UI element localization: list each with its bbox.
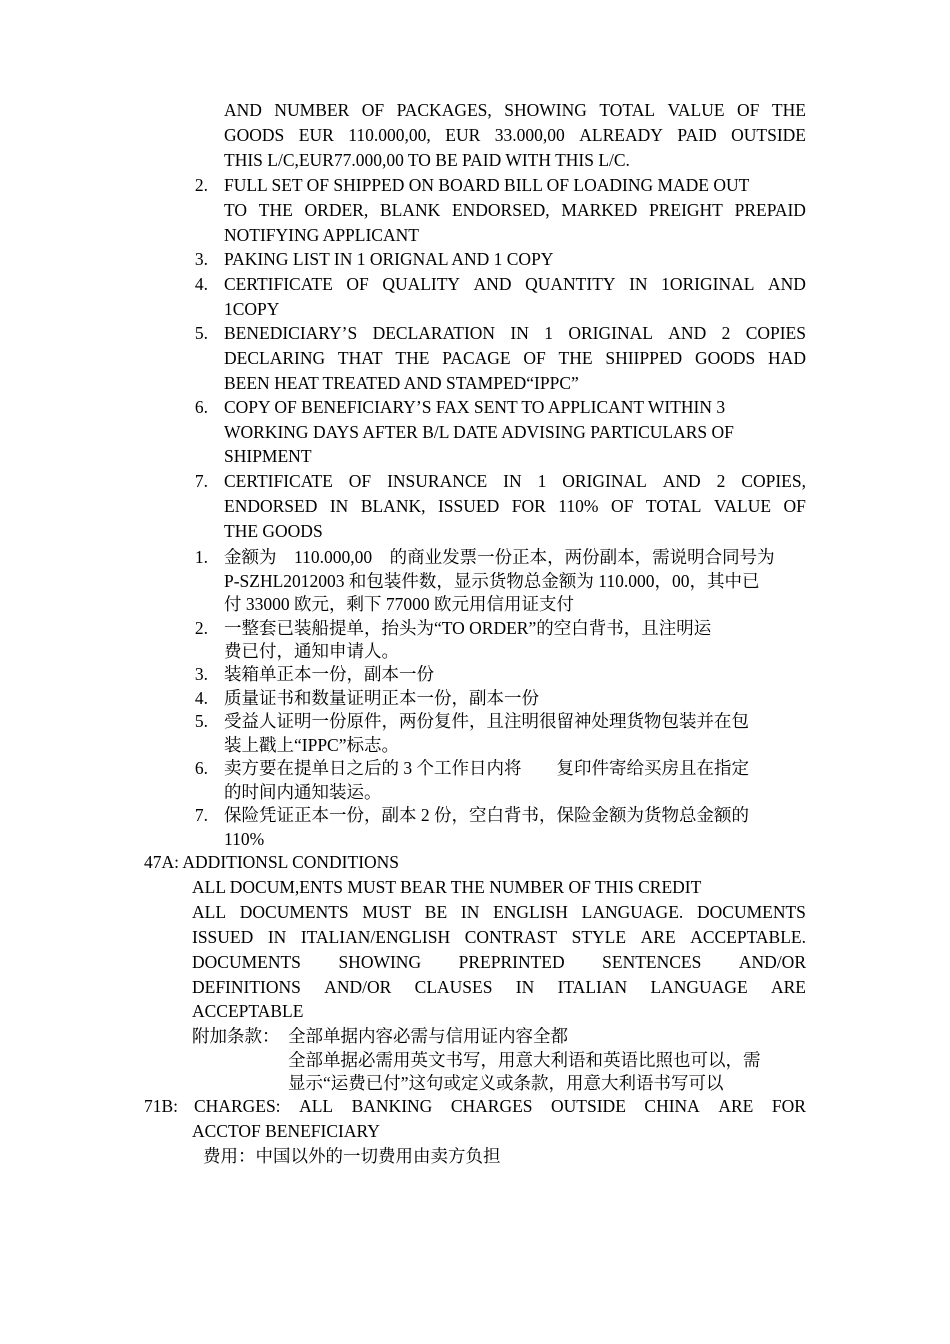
list-number: 5. xyxy=(194,711,208,731)
text-line: 全部单据必需用英文书写，用意大利语和英语比照也可以，需 xyxy=(288,1050,761,1070)
list-number: 7. xyxy=(194,471,208,491)
word: AND/OR xyxy=(324,977,392,997)
word: OUTSIDE xyxy=(731,125,806,145)
word: 1 xyxy=(537,471,547,491)
word: DECLARING xyxy=(224,348,326,368)
word: 1ORIGINAL xyxy=(661,274,755,294)
text-line xyxy=(224,123,806,147)
word: IN xyxy=(503,471,522,491)
text-line: 卖方要在提单日之后的 3 个工作日内将 复印件寄给买房且在指定 xyxy=(224,758,749,778)
word: TO xyxy=(224,200,248,220)
word: AND/OR xyxy=(738,952,806,972)
field-heading: 47A: ADDITIONSL CONDITIONS xyxy=(144,852,400,872)
text-line: 装箱单正本一份，副本一份 xyxy=(224,664,434,684)
word: VALUE xyxy=(667,100,725,120)
word: ITALIAN/ENGLISH xyxy=(300,927,451,947)
text-line: PAKING LIST IN 1 ORIGNAL AND 1 COPY xyxy=(224,249,554,269)
word: BLANK xyxy=(379,200,441,220)
word: DOCUMENTS xyxy=(697,902,806,922)
list-number: 5. xyxy=(194,323,208,343)
word: FOR xyxy=(511,496,546,516)
word: SHIIPPED xyxy=(605,348,683,368)
word: PAID xyxy=(677,125,717,145)
word: MUST xyxy=(362,902,412,922)
text-line xyxy=(194,1094,806,1118)
text-line: 费已付，通知申请人。 xyxy=(224,641,399,661)
word: PREPAID xyxy=(734,200,806,220)
word: OF xyxy=(348,471,372,491)
text-line: P-SZHL2012003 和包装件数，显示货物总金额为 110.000，00，其中已 xyxy=(224,571,760,591)
list-number: 2. xyxy=(194,618,208,638)
word: IN xyxy=(329,496,349,516)
text-line: 一整套已装船提单，抬头为“TO ORDER”的空白背书，且注明运 xyxy=(224,618,712,638)
word: CONTRAST xyxy=(464,927,558,947)
text-line: NOTIFYING APPLICANT xyxy=(224,225,419,245)
word: IN xyxy=(510,323,529,343)
text-line: 1COPY xyxy=(224,299,280,319)
text-line xyxy=(224,321,806,345)
word: DECLARATION xyxy=(372,323,496,343)
list-number: 6. xyxy=(194,758,208,778)
word: CHARGES: xyxy=(194,1096,281,1116)
word: ENDORSED xyxy=(224,496,318,516)
word: ORDER, xyxy=(304,200,369,220)
word: ARE xyxy=(640,927,676,947)
word: THE xyxy=(771,100,806,120)
word: THE xyxy=(258,200,293,220)
word: GOODS xyxy=(694,348,756,368)
text-line: ALL DOCUM,ENTS MUST BEAR THE NUMBER OF THIS CREDIT xyxy=(192,877,702,897)
word: GOODS xyxy=(224,125,285,145)
text-line: THIS L/C,EUR77.000,00 TO BE PAID WITH THIS L/C. xyxy=(224,150,630,170)
word: IN xyxy=(629,274,648,294)
word: EUR xyxy=(445,125,481,145)
text-line xyxy=(192,925,806,949)
word: CERTIFICATE xyxy=(224,471,333,491)
word: OF xyxy=(346,274,369,294)
word: AND xyxy=(224,100,262,120)
word: PACAGE xyxy=(442,348,511,368)
text-line: 受益人证明一份原件，两份复件，且注明很留神处理货物包装并在包 xyxy=(224,711,749,731)
word: CHARGES xyxy=(450,1096,533,1116)
list-number: 3. xyxy=(194,249,208,269)
word: MARKED xyxy=(561,200,638,220)
word: AND xyxy=(668,323,707,343)
word: 110% xyxy=(558,496,599,516)
text-line: 110% xyxy=(224,829,265,849)
text-line: SHIPMENT xyxy=(224,446,312,466)
word: THE xyxy=(395,348,430,368)
word: BE xyxy=(424,902,448,922)
word: ENGLISH xyxy=(493,902,568,922)
word: STYLE xyxy=(571,927,627,947)
word: 1 xyxy=(544,323,553,343)
text-line: 全部单据内容必需与信用证内容全都 xyxy=(288,1026,568,1046)
text-line: FULL SET OF SHIPPED ON BOARD BILL OF LOADING MADE OUT xyxy=(224,175,750,195)
word: CERTIFICATE xyxy=(224,274,333,294)
word: PREPRINTED xyxy=(458,952,565,972)
text-line: 付 33000 欧元，剩下 77000 欧元用信用证支付 xyxy=(224,594,574,614)
word: QUALITY xyxy=(382,274,461,294)
word: ARE xyxy=(771,977,806,997)
list-number: 7. xyxy=(194,805,208,825)
word: 2 xyxy=(716,471,726,491)
word: OF xyxy=(610,496,634,516)
text-line: 质量证书和数量证明正本一份，副本一份 xyxy=(224,688,539,708)
word: INSURANCE xyxy=(387,471,488,491)
word: TOTAL xyxy=(599,100,656,120)
list-number: 2. xyxy=(194,175,208,195)
word: PACKAGES, xyxy=(396,100,492,120)
text-line: 保险凭证正本一份，副本 2 份，空白背书，保险金额为货物总金额的 xyxy=(224,805,749,825)
word: ARE xyxy=(718,1096,754,1116)
text-line: 显示“运费已付”这句或定义或条款，用意大利语书写可以 xyxy=(288,1073,724,1093)
word: 110.000,00, xyxy=(348,125,431,145)
word: ISSUED xyxy=(192,927,254,947)
text-line: 的时间内通知装运。 xyxy=(224,782,382,802)
word: AND xyxy=(662,471,701,491)
word: BENEDICIARY’S xyxy=(224,323,358,343)
word: 2 xyxy=(721,323,731,343)
word: DEFINITIONS xyxy=(192,977,301,997)
word: OF xyxy=(523,348,546,368)
word: COPIES xyxy=(745,323,806,343)
word: EUR xyxy=(298,125,334,145)
text-line: THE GOODS xyxy=(224,521,323,541)
field-heading: 71B: xyxy=(144,1096,179,1116)
text-line xyxy=(224,198,806,222)
word: OF xyxy=(783,496,806,516)
word: SENTENCES xyxy=(602,952,702,972)
word: ORIGINAL xyxy=(568,323,653,343)
text-line: ACCTOF BENEFICIARY xyxy=(192,1121,380,1141)
list-number: 6. xyxy=(194,397,208,417)
word: IN xyxy=(267,927,287,947)
word: ALL xyxy=(192,902,227,922)
word: QUANTITY xyxy=(525,274,616,294)
text-line xyxy=(192,900,806,924)
word: SHOWING xyxy=(338,952,422,972)
word: VALUE xyxy=(713,496,772,516)
word: ORIGINAL xyxy=(562,471,647,491)
list-number: 4. xyxy=(194,274,208,294)
word: IN xyxy=(460,902,480,922)
text-line: 装上戳上“IPPC”标志。 xyxy=(224,735,399,755)
word: 33.000,00 xyxy=(494,125,565,145)
word: PREIGHT xyxy=(648,200,723,220)
text-line xyxy=(224,494,806,518)
word: SHOWING xyxy=(504,100,587,120)
word: ENDORSED, xyxy=(451,200,550,220)
word: DOCUMENTS xyxy=(239,902,349,922)
word: THAT xyxy=(337,348,383,368)
word: BLANK, xyxy=(360,496,426,516)
word: ISSUED xyxy=(437,496,500,516)
word: BANKING xyxy=(351,1096,433,1116)
text-line: ACCEPTABLE xyxy=(192,1001,304,1021)
word: LANGUAGE xyxy=(650,977,748,997)
word: TOTAL xyxy=(645,496,702,516)
text-line xyxy=(224,98,806,122)
text-line: BEEN HEAT TREATED AND STAMPED“IPPC” xyxy=(224,373,579,393)
word: CLAUSES xyxy=(414,977,493,997)
text-line: COPY OF BENEFICIARY’S FAX SENT TO APPLICANT WITHIN 3 xyxy=(224,397,726,417)
text-line: 费用：中国以外的一切费用由卖方负担 xyxy=(203,1146,501,1166)
word: AND xyxy=(473,274,512,294)
word: CHINA xyxy=(644,1096,700,1116)
word: ACCEPTABLE. xyxy=(690,927,806,947)
cn-label: 附加条款： xyxy=(192,1026,280,1046)
word: THE xyxy=(558,348,593,368)
word: LANGUAGE. xyxy=(581,902,684,922)
word: HAD xyxy=(768,348,806,368)
word: COPIES, xyxy=(741,471,806,491)
word: AND xyxy=(768,274,806,294)
word: IN xyxy=(515,977,535,997)
word: DOCUMENTS xyxy=(192,952,301,972)
text-line: 金额为 110.000,00 的商业发票一份正本，两份副本，需说明合同号为 xyxy=(224,547,775,567)
text-line: WORKING DAYS AFTER B/L DATE ADVISING PARTICULARS OF xyxy=(224,422,734,442)
word: OF xyxy=(361,100,385,120)
word: NUMBER xyxy=(274,100,350,120)
word: ALL xyxy=(299,1096,334,1116)
text-line xyxy=(224,272,806,296)
text-line xyxy=(192,950,806,974)
text-line xyxy=(224,469,806,493)
list-number: 4. xyxy=(194,688,208,708)
word: OUTSIDE xyxy=(551,1096,626,1116)
word: ALREADY xyxy=(579,125,663,145)
word: ITALIAN xyxy=(557,977,628,997)
text-line xyxy=(192,975,806,999)
word: OF xyxy=(737,100,760,120)
text-line xyxy=(224,346,806,370)
list-number: 3. xyxy=(194,664,208,684)
list-number: 1. xyxy=(194,547,208,567)
word: FOR xyxy=(771,1096,806,1116)
